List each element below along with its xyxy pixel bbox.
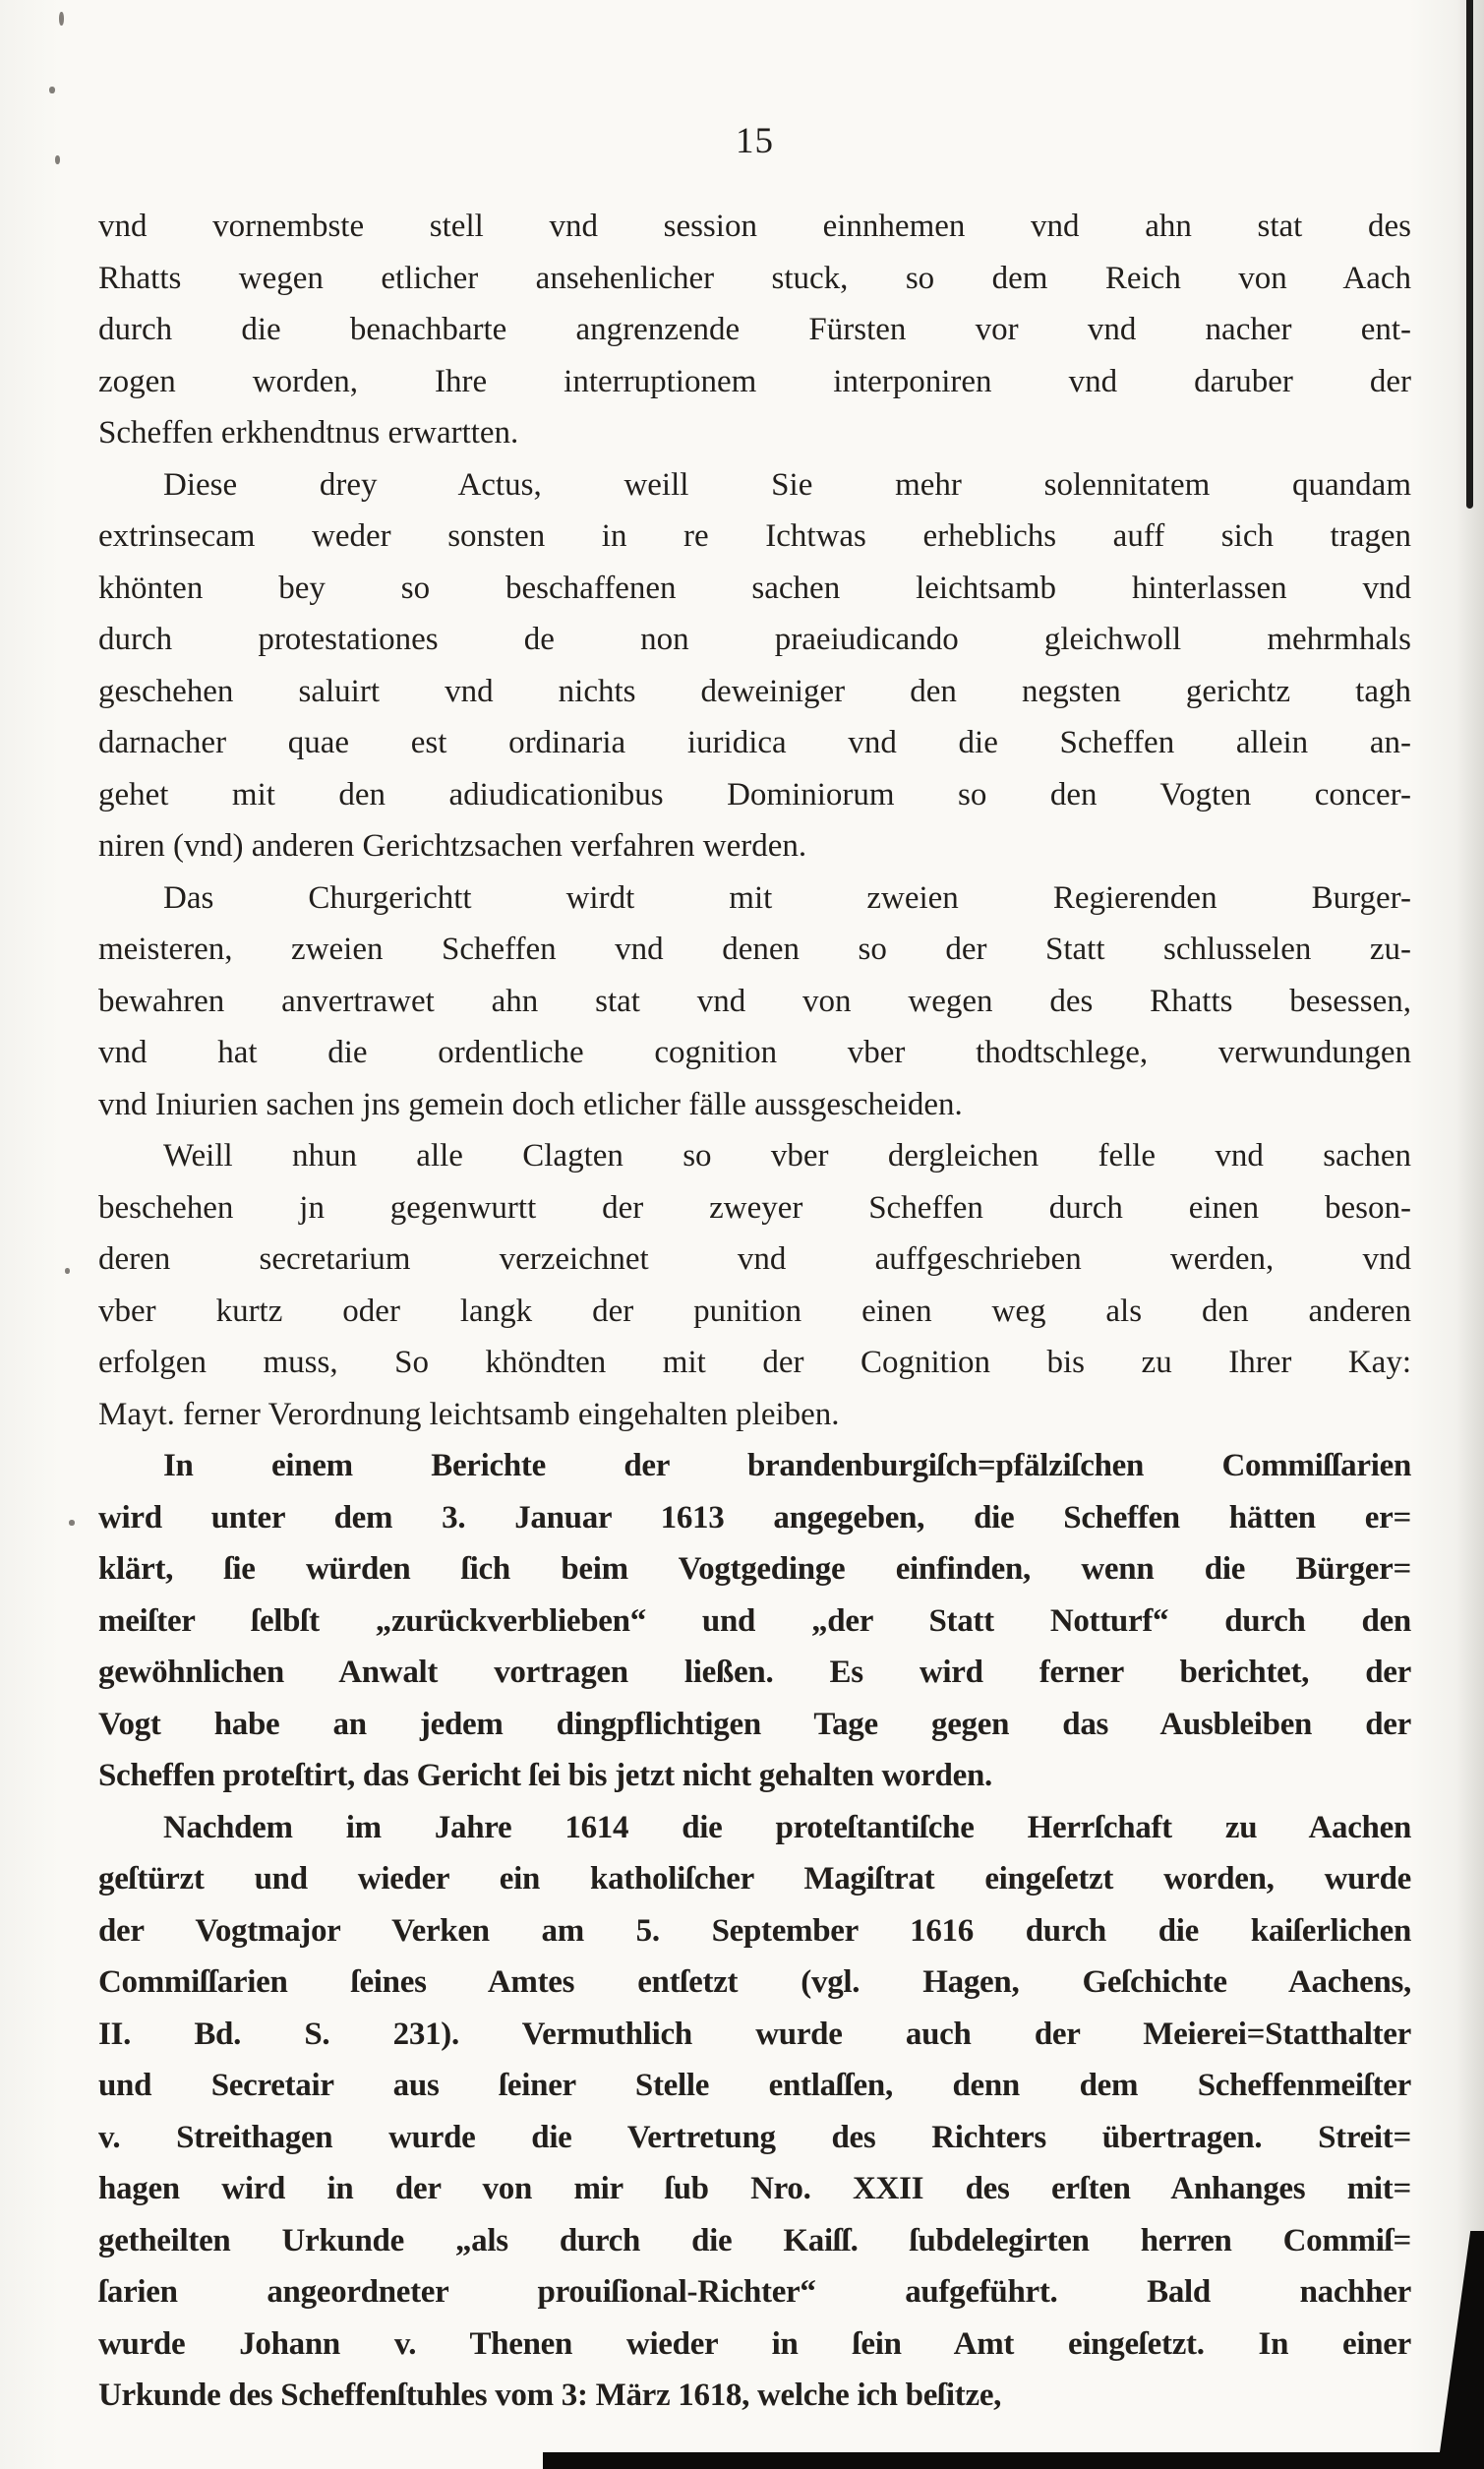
text-line: gehet mit den adiudicationibus Dominiorum so den Vogten concer-: [98, 776, 1411, 813]
text-line: Urkunde des Scheffenſtuhles vom 3: März 1618, welche ich beſitze,: [98, 2378, 1002, 2413]
text-line: extrinsecam weder sonsten in re Ichtwas erheblichs auff sich tragen: [98, 518, 1411, 554]
page-number: 15: [736, 121, 774, 161]
text-line: ſarien angeordneter prouiſional-Richter“ aufgeführt. Bald nachher: [98, 2274, 1411, 2310]
text-line: meiſter ſelbſt „zurückverblieben“ und „der Statt Notturf“ durch den: [98, 1602, 1411, 1639]
text-line: durch die benachbarte angrenzende Fürsten vor vnd nacher ent-: [98, 312, 1411, 347]
paragraph-antiqua: [98, 873, 1411, 1131]
text-line: durch protestationes de non praeiudicando gleichwoll mehrmhals: [98, 622, 1411, 657]
text-line: hagen wird in der von mir ſub Nro. XXII des erſten Anhanges mit=: [98, 2171, 1411, 2206]
scan-speck: [65, 1268, 70, 1274]
text-line: II. Bd. S. 231). Vermuthlich wurde auch der Meierei=Statthalter: [98, 2016, 1411, 2052]
text-line: Commiſſarien ſeines Amtes entſetzt (vgl. Hagen, Geſchichte Aachens,: [98, 1964, 1411, 2000]
text-line: v. Streithagen wurde die Vertretung des Richters übertragen. Streit=: [98, 2119, 1411, 2155]
text-line: Scheffen proteſtirt, das Gericht ſei bis jetzt nicht gehalten worden.: [98, 1758, 992, 1793]
paragraph-antiqua: [98, 1130, 1411, 1440]
text-line: niren (vnd) anderen Gerichtzsachen verfahren werden.: [98, 828, 807, 864]
text-line: der Vogtmajor Verken am 5. September 1616 durch die kaiſerlichen: [98, 1912, 1411, 1949]
scan-speck: [55, 155, 60, 164]
scan-artifact-bottom-bar: [543, 2452, 1484, 2469]
text-line: vnd Iniurien sachen jns gemein doch etlicher fälle aussgescheiden.: [98, 1086, 963, 1122]
text-line: zogen worden, Ihre interruptionem interponiren vnd daruber der: [98, 363, 1411, 399]
text-line: klärt, ſie würden ſich beim Vogtgedinge einfinden, wenn die Bürger=: [98, 1551, 1411, 1587]
paragraph-fraktur: [98, 1440, 1411, 1802]
text-line: bewahren anvertrawet ahn stat vnd von wegen des Rhatts besessen,: [98, 983, 1411, 1019]
scan-artifact-right-edge-line: [1466, 0, 1473, 509]
paragraph-antiqua: [98, 201, 1411, 459]
paragraph-antiqua: [98, 459, 1411, 873]
text-line: Das Churgerichtt wirdt mit zweien Regierenden Burger-: [163, 879, 1411, 916]
text-line: beschehen jn gegenwurtt der zweyer Scheffen durch einen beson-: [98, 1189, 1411, 1226]
text-line: vnd hat die ordentliche cognition vber thodtschlege, verwundungen: [98, 1035, 1411, 1070]
text-line: wurde Johann v. Thenen wieder in ſein Amt eingeſetzt. In einer: [98, 2325, 1411, 2362]
text-line: gewöhnlichen Anwalt vortragen ließen. Es wird ferner berichtet, der: [98, 1655, 1411, 1690]
scan-speck: [69, 1520, 75, 1526]
text-line: Rhatts wegen etlicher ansehenlicher stuck, so dem Reich von Aach: [98, 260, 1411, 296]
text-line: Mayt. ferner Verordnung leichtsamb eingehalten pleiben.: [98, 1396, 840, 1432]
text-line: Diese drey Actus, weill Sie mehr solennitatem quandam: [163, 466, 1411, 503]
text-block: [98, 201, 1411, 2422]
text-line: meisteren, zweien Scheffen vnd denen so der Statt schlusselen zu-: [98, 932, 1411, 967]
text-line: und Secretair aus ſeiner Stelle entlaſſen, denn dem Scheffenmeiſter: [98, 2068, 1411, 2103]
text-line: Nachdem im Jahre 1614 die proteſtantiſche Herrſchaft zu Aachen: [163, 1809, 1411, 1845]
text-line: geſtürzt und wieder ein katholiſcher Magiſtrat eingeſetzt worden, wurde: [98, 1861, 1411, 1897]
scan-speck: [59, 12, 64, 26]
text-line: deren secretarium verzeichnet vnd auffgeschrieben werden, vnd: [98, 1241, 1411, 1277]
text-line: geschehen saluirt vnd nichts deweiniger den negsten gerichtz tagh: [98, 673, 1411, 709]
text-line: vnd vornembste stell vnd session einnhemen vnd ahn stat des: [98, 209, 1411, 244]
text-line: darnacher quae est ordinaria iuridica vnd die Scheffen allein an-: [98, 725, 1411, 760]
text-line: erfolgen muss, So khöndten mit der Cognition bis zu Ihrer Kay:: [98, 1345, 1411, 1380]
text-line: vber kurtz oder langk der punition einen weg als den anderen: [98, 1293, 1411, 1329]
paragraph-fraktur: [98, 1802, 1411, 2422]
text-line: khönten bey so beschaffenen sachen leichtsamb hinterlassen vnd: [98, 570, 1411, 606]
text-line: In einem Berichte der brandenburgiſch=pfälziſchen Commiſſarien: [163, 1448, 1411, 1483]
text-line: Weill nhun alle Clagten so vber dergleichen felle vnd sachen: [163, 1138, 1411, 1174]
text-line: Scheffen erkhendtnus erwartten.: [98, 415, 519, 451]
text-line: getheilten Urkunde „als durch die Kaiſſ. ſubdelegirten herren Commiſ=: [98, 2222, 1411, 2258]
scan-speck: [49, 87, 55, 93]
text-line: wird unter dem 3. Januar 1613 angegeben, die Scheffen hätten er=: [98, 1499, 1411, 1536]
text-line: Vogt habe an jedem dingpflichtigen Tage gegen das Ausbleiben der: [98, 1706, 1411, 1742]
